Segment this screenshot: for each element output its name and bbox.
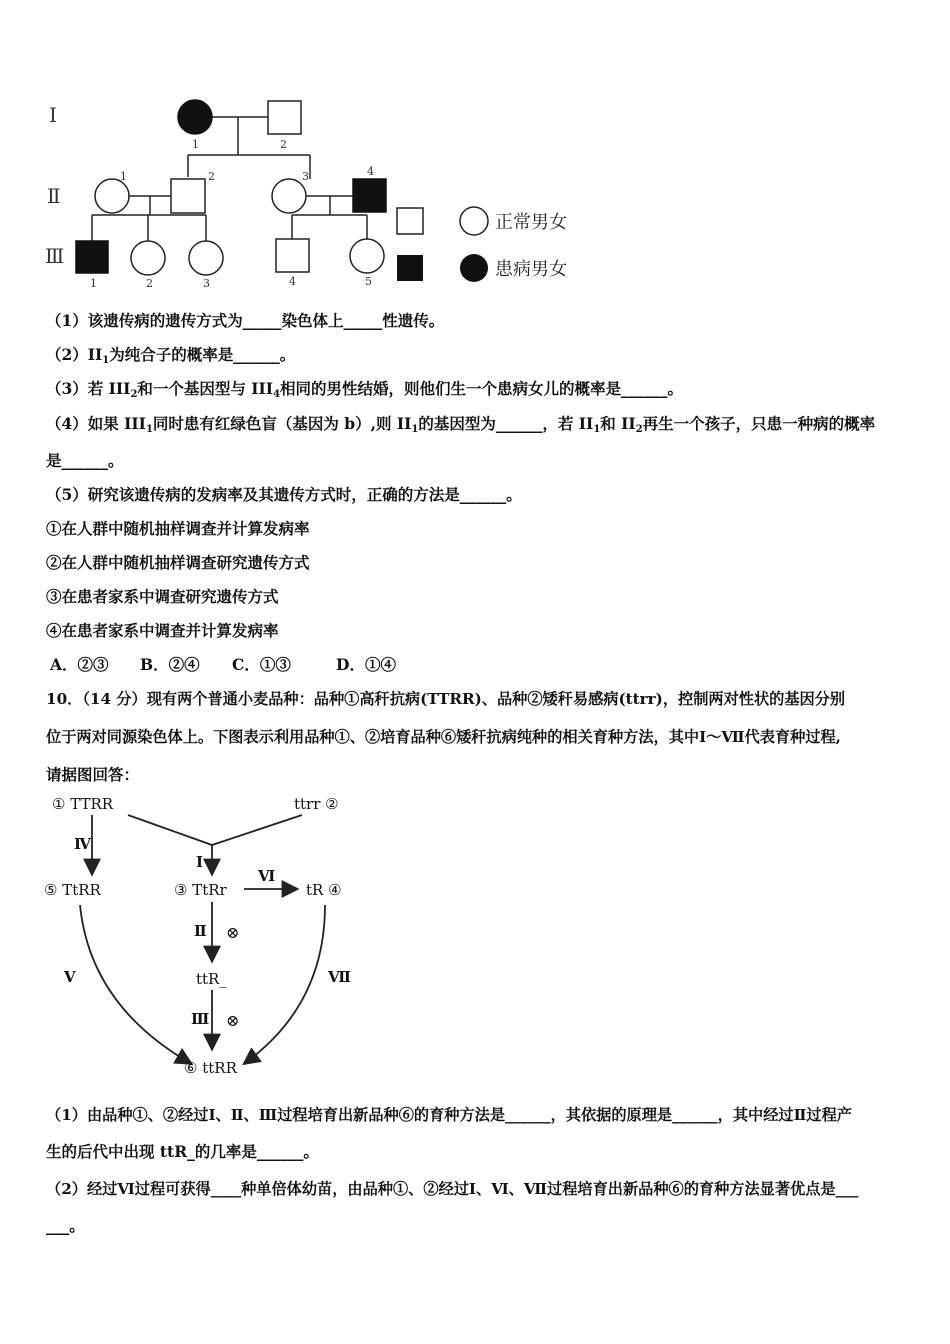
choice-C: C．①③ [232,655,291,674]
legend-affected-label: 患病男女 [495,259,567,280]
choice-D: D．①④ [336,655,396,674]
pedigree-II3-normal-female [272,179,306,213]
q10-part2-line1: （2）经过Ⅵ过程可获得____种单倍体幼苗，由品种①、②经过Ⅰ、Ⅵ、Ⅶ过程培育出新品种⑥的育种方法显著优点是___ [46,1180,859,1198]
gen-label-I: Ⅰ [49,103,57,127]
q9-part5: （5）研究该遗传病的发病率及其遗传方式时，正确的方法是______。 [46,485,522,504]
node-5: ⑤ TtRR [44,881,101,899]
node-2: ttrr ② [294,795,339,813]
legend-affected-male-symbol [397,255,423,281]
num-II3: 3 [302,170,309,183]
q9-part4-cont: 是______。 [46,451,124,470]
q9-part2: $(2)II_1$为纯合子的概率是______。 [46,345,296,366]
pedigree-I2-normal-male [268,101,301,134]
q10-part1-line1: （1）由品种①、②经过Ⅰ、Ⅱ、Ⅲ过程培育出新品种⑥的育种方法是______，其依据的原理是______，其中经过Ⅱ过程产 [46,1106,852,1124]
node-1: ① TTRR [52,795,114,813]
num-III1: 1 [90,277,97,290]
step-VI: Ⅵ [258,867,276,885]
legend-normal-male-symbol [397,208,423,234]
q9-part1: （1）该遗传病的遗传方式为_____染色体上_____性遗传。 [46,311,445,330]
pedigree-II1-normal-female [95,179,129,213]
q10-intro-line2: 位于两对同源染色体上。下图表示利用品种①、②培育品种⑥矮秆抗病纯种的相关育种方法，其中Ⅰ～Ⅶ代表育种过程, [46,728,841,746]
q10-intro-line3: 请据图回答： [46,765,140,784]
q9-option-3: ③在患者家系中调查研究遗传方式 [46,587,279,606]
pedigree-II4-affected-male [353,179,386,212]
num-II4: 4 [367,165,374,178]
step-III: Ⅲ [191,1010,210,1028]
q10-part2-line2: ___。 [46,1216,85,1235]
breeding-diagram [40,785,370,1085]
selfing-symbol-II: ⊗ [226,923,240,942]
num-I1: 1 [192,138,199,151]
pedigree-III4-normal-male [276,239,309,272]
choice-B: B．②④ [140,655,200,674]
choice-A: A．②③ [50,655,109,674]
pedigree-III1-affected-male [76,241,108,273]
num-III4: 4 [289,275,296,288]
pedigree-III3-normal-female [189,241,223,275]
step-I: Ⅰ [196,853,204,871]
node-3: ③ TtRr [174,881,227,899]
q9-option-1: ①在人群中随机抽样调查并计算发病率 [46,519,310,538]
gen-label-II: Ⅱ [47,184,61,208]
q9-part3: （3）若 $III_2$和一个基因型与 $III_4$相同的男性结婚，则他们生一个患病女儿的概率是______。 [46,379,684,400]
pedigree-II2-normal-male [171,179,205,213]
step-V: Ⅴ [64,968,76,986]
pedigree-III2-normal-female [131,241,165,275]
node-mid-ttR: ttR_ [196,970,227,988]
node-6: ⑥ ttRR [184,1059,237,1077]
q9-option-4: ④在患者家系中调查并计算发病率 [46,621,279,640]
step-IV: Ⅳ [74,835,92,853]
num-I2: 2 [280,138,287,151]
num-III3: 3 [203,277,210,290]
legend-affected-female-symbol [460,254,488,282]
q9-part4: （4）如果 $III_1$同时患有红绿色盲（基因为 b）,则 $II_1$的基因型为______，若 $II_1$和 $II_2$再生一个孩子，只患一种病的概率 [46,414,876,435]
step-VII: Ⅶ [328,968,351,986]
num-II1: 1 [120,170,127,183]
selfing-symbol-III: ⊗ [226,1011,240,1030]
num-III5: 5 [365,275,372,288]
num-II2: 2 [208,170,215,183]
node-4: tR ④ [306,881,342,899]
legend-normal-female-symbol [460,207,488,235]
pedigree-chart [40,95,600,295]
legend-normal-label: 正常男女 [495,212,567,233]
q10-part1-line2: 生的后代中出现 ttR_的几率是______。 [46,1142,319,1161]
num-III2: 2 [146,277,153,290]
pedigree-III5-normal-female [350,239,384,273]
step-II: Ⅱ [194,922,207,940]
gen-label-III: Ⅲ [45,244,65,268]
q9-option-2: ②在人群中随机抽样调查研究遗传方式 [46,553,310,572]
pedigree-I1-affected-female [178,100,212,134]
q10-intro-line1: 10．（14 分）现有两个普通小麦品种：品种①高秆抗病(TTRR)、品种②矮秆易感病(ttrr)，控制两对性状的基因分别 [46,690,846,708]
